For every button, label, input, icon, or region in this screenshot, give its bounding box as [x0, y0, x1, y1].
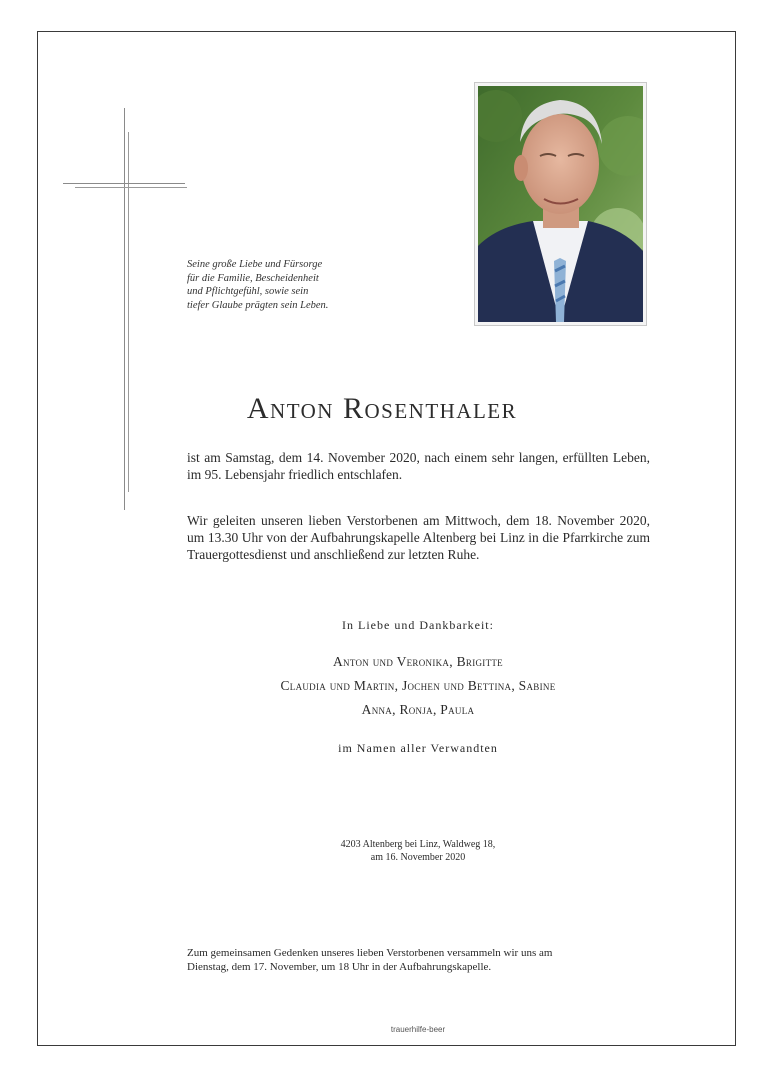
mourner-line: Anton und Veronika, Brigitte [333, 654, 503, 669]
mourners-intro: In Liebe und Dankbarkeit: [342, 618, 494, 632]
death-announcement: ist am Samstag, dem 14. November 2020, nach einem sehr langen, erfüllten Leben, im 95. Lebensjahr friedlich entschlafen. [187, 450, 650, 482]
gathering-notice [187, 946, 657, 974]
quote-line: für die Familie, Bescheidenheit [187, 272, 319, 284]
brand-footer: trauerhilfe-beer [390, 1025, 446, 1034]
portrait-image [478, 86, 643, 322]
address-line: 4203 Altenberg bei Linz, Waldweg 18, [340, 839, 496, 850]
quote-line: und Pflichtgefühl, sowie sein [187, 286, 309, 297]
mourner-line: Claudia und Martin, Jochen und Bettina, Sabine [280, 678, 556, 693]
funeral-announcement: Wir geleiten unseren lieben Verstorbenen am Mittwoch, dem 18. November 2020, um 13.30 Uhr von der Aufbahrungskapelle Altenberg bei Linz in die Pfarrkirche zum Trauergottesdienst und anschließend zur letzten Ruhe. [187, 513, 650, 562]
gathering-line: Dienstag, dem 17. November, um 18 Uhr in der Aufbahrungskapelle. [187, 961, 492, 973]
deceased-name: Anton Rosenthaler [246, 392, 518, 425]
relatives-line: im Namen aller Verwandten [338, 741, 498, 755]
portrait-photo [474, 82, 647, 326]
gathering-line: Zum gemeinsamen Gedenken unseres lieben Verstorbenen versammeln wir uns am [187, 947, 553, 959]
memorial-quote [187, 258, 397, 312]
quote-line: tiefer Glaube prägten sein Leben. [187, 299, 329, 311]
quote-line: Seine große Liebe und Fürsorge [187, 259, 323, 270]
date-line: am 16. November 2020 [370, 852, 466, 863]
mourner-line: Anna, Ronja, Paula [361, 702, 475, 717]
